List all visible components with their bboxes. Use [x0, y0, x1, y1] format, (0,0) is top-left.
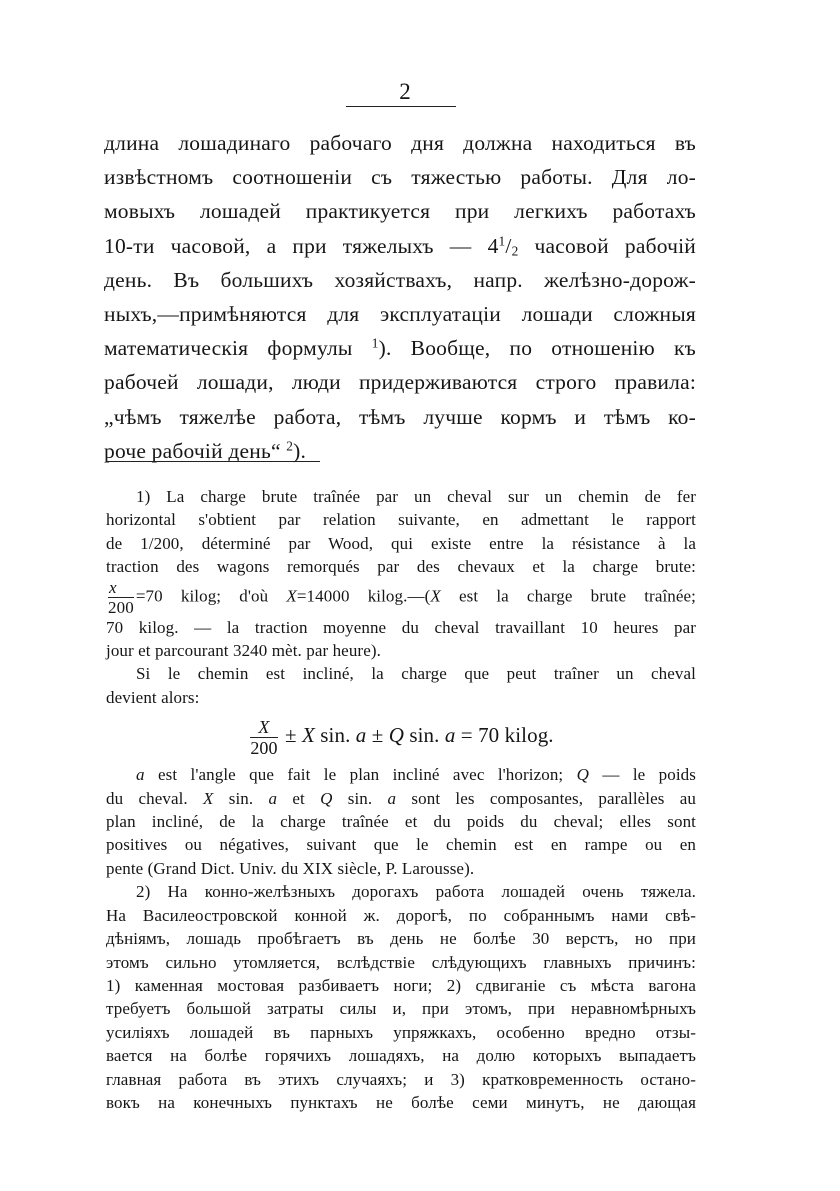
footnote-ref: 1: [371, 335, 379, 351]
footnote-line: horizontal s'obtient par relation suivante, en admettant le rapport: [106, 510, 696, 530]
footnote-marker: 2): [136, 882, 151, 902]
footnote-line: 2) На конно-желѣзныхъ дорогахъ работа лошадей очень тяжела.: [136, 882, 696, 902]
footnote-ref: 2: [286, 438, 294, 454]
footnote-line: pente (Grand Dict. Univ. du XIX siècle, P. Larousse).: [106, 858, 475, 878]
incline-formula: $\frac{X}{200}$ ± X sin. a ± Q sin. a = 70 kilog.: [250, 716, 554, 758]
page-number: 2: [399, 79, 411, 104]
footnote-line: $\frac{x}{200}$ =70 kilog; d'où X=14000 kilog.—(X est la charge brute traînée;: [108, 577, 697, 617]
footnote-line: вокъ на конечныхъ пунктахъ не болѣе семи минутъ, не дающая: [106, 1092, 696, 1112]
footnote-line: 1) La charge brute traînée par un cheval sur un chemin de fer: [136, 487, 696, 506]
text-line: математическія формулы $^1$). Вообще, по отношенію къ: [104, 335, 696, 361]
footnote-line: devient alors:: [106, 687, 200, 707]
footnote-marker: 1): [136, 487, 151, 506]
header-rule: [346, 106, 456, 107]
footnote-line: traction des wagons remorqués par des chevaux et la charge brute:: [106, 557, 696, 577]
footnote-line: главная работа въ этихъ случаяхъ; и 3) кратковременность остано-: [106, 1069, 696, 1089]
footnote-line: positives ou négatives, suivant que le chemin est en rampe ou en: [106, 835, 696, 855]
footnote-line: требуетъ большой затраты силы и, при этомъ, при неравномѣрныхъ: [106, 999, 696, 1019]
text-line: „чѣмъ тяжелѣе работа, тѣмъ лучше кормъ и тѣмъ ко-: [104, 404, 696, 429]
footnote-line: этомъ сильно утомляется, вслѣдствіе слѣдующихъ главныхъ причинъ:: [106, 952, 696, 972]
footnote-line: plan incliné, de la charge traînée et du poids du cheval; elles sont: [106, 812, 696, 832]
footnote-line: a est l'angle que fait le plan incliné avec l'horizon; Q — le poids: [136, 765, 696, 785]
text-line: 10-ти часовой, а при тяжелыхъ — $4^1/_2$ часовой рабочій: [104, 233, 697, 259]
footnote-line: дѣніямъ, лошадь пробѣгаетъ въ день не болѣе 30 верстъ, но при: [106, 929, 696, 949]
footnote-line: вается на болѣе горячихъ лошадяхъ, на долю которыхъ выпадаетъ: [106, 1046, 696, 1066]
footnote-line: На Василеостровской конной ж. дорогѣ, по собраннымъ нами свѣ-: [106, 905, 696, 925]
text-line: день. Въ большихъ хозяйствахъ, напр. желѣзно-дорож-: [104, 267, 696, 292]
footnote-line: du cheval. X sin. a et Q sin. a sont les composantes, parallèles au: [106, 788, 696, 808]
footnote-line: jour et parcourant 3240 mèt. par heure).: [106, 641, 381, 661]
footnote-line: усиліяхъ лошадей въ парныхъ упряжкахъ, особенно вредно отзы-: [106, 1022, 696, 1042]
footnote-line: 1) каменная мостовая разбиваетъ ноги; 2) сдвиганіе съ мѣста вагона: [106, 975, 696, 995]
main-text: [104, 126, 696, 468]
footnote-line: Si le chemin est incliné, la charge que peut traîner un cheval: [136, 664, 696, 684]
text-line: мовыхъ лошадей практикуется при легкихъ работахъ: [104, 199, 696, 224]
footnote-line: de 1/200, déterminé par Wood, qui existe entre la résistance à la: [106, 533, 696, 553]
text-line: рабочей лошади, люди придерживаются строго правила:: [104, 370, 696, 395]
text-line: ныхъ,—примѣняются для эксплуатаціи лошади сложныя: [104, 302, 696, 327]
text-line: длина лошадинаго рабочаго дня должна находиться въ: [104, 131, 696, 155]
text-line: извѣстномъ соотношеніи съ тяжестью работы. Для ло-: [104, 165, 696, 190]
footnotes: [106, 485, 696, 1114]
text-line: роче рабочій день“ $^2$).: [104, 438, 307, 463]
footnote-line: 70 kilog. — la traction moyenne du cheval travaillant 10 heures par: [106, 617, 696, 637]
footnote-separator: [106, 461, 320, 462]
footnote-1: [106, 485, 696, 880]
footnote-2: [106, 880, 696, 1114]
